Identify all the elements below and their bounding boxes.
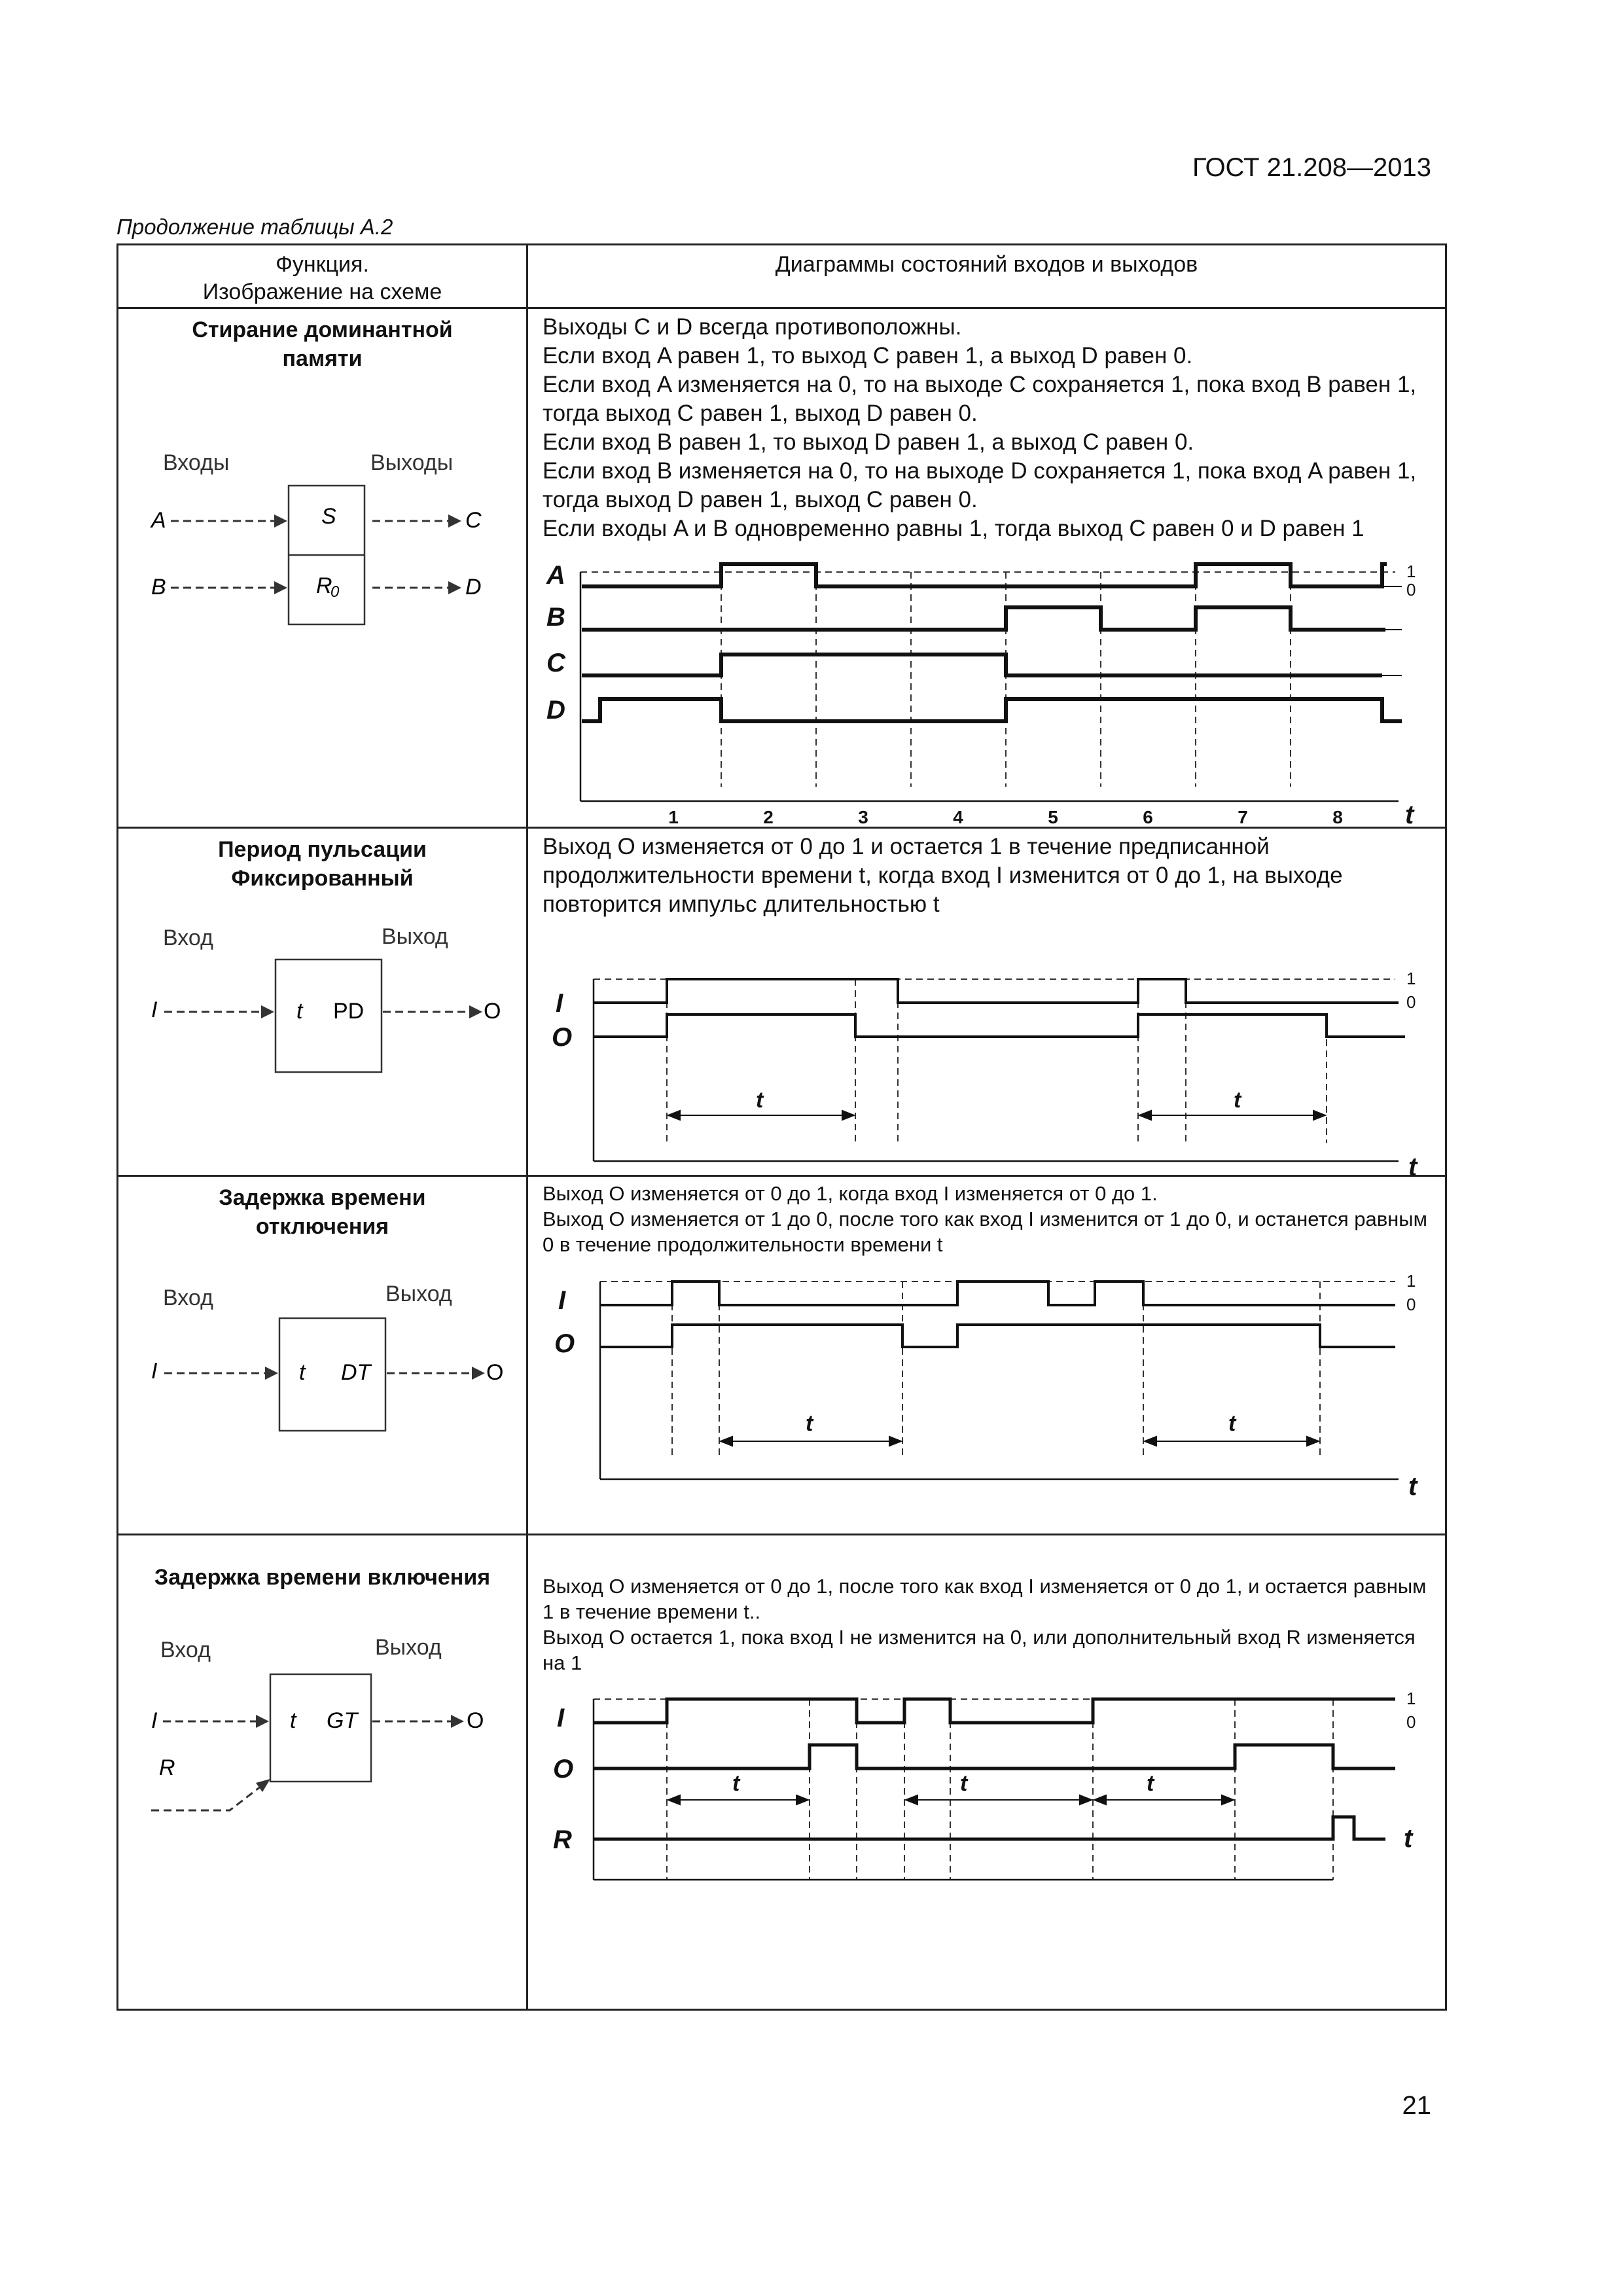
- svg-text:O: O: [554, 1329, 575, 1358]
- on-delay-symbol: [118, 1621, 524, 1837]
- svg-text:5: 5: [1048, 807, 1058, 827]
- svg-text:t: t: [960, 1771, 968, 1796]
- function-cell: [118, 828, 527, 1176]
- column-header-function: Функция. Изображение на схеме: [118, 245, 527, 308]
- function-name: Стирание доминантной памяти: [192, 317, 453, 371]
- diagram-cell: [527, 308, 1446, 828]
- svg-text:C: C: [465, 508, 482, 533]
- svg-text:1: 1: [1406, 1689, 1416, 1708]
- svg-text:1: 1: [1406, 969, 1416, 988]
- svg-text:I: I: [557, 1704, 565, 1732]
- svg-text:D: D: [546, 696, 565, 725]
- svg-text:1: 1: [1406, 1271, 1416, 1291]
- function-name: Задержка времени включения: [154, 1565, 491, 1590]
- svg-text:B: B: [546, 603, 565, 632]
- svg-text:Вход: Вход: [163, 1285, 213, 1310]
- dominant-reset-memory-symbol: [118, 440, 524, 636]
- timing-diagram-off-delay: [528, 1268, 1444, 1501]
- svg-text:R: R: [159, 1755, 175, 1780]
- table-row: [118, 1176, 1446, 1535]
- pulse-period-fixed-symbol: [118, 914, 524, 1110]
- svg-text:GT: GT: [327, 1708, 358, 1733]
- svg-text:A: A: [151, 508, 166, 533]
- svg-text:B: B: [151, 575, 166, 600]
- svg-text:I: I: [558, 1286, 566, 1315]
- svg-text:O: O: [552, 1023, 573, 1052]
- svg-text:Выход: Выход: [382, 924, 448, 949]
- svg-text:Вход: Вход: [160, 1638, 211, 1662]
- svg-text:O: O: [486, 1360, 504, 1385]
- table-caption: Продолжение таблицы А.2: [116, 215, 393, 239]
- function-cell: [118, 1176, 527, 1535]
- function-description: Выход O изменяется от 0 до 1, после того как вход I изменяется от 0 до 1, и остается равным 1 в течение времени t.. Выход O остается 1, пока вход I не изменится на 0, или дополнительный вход R изменяется на 1: [543, 1575, 1427, 1674]
- diagram-cell: [527, 1535, 1446, 2010]
- svg-text:Выход: Выход: [385, 1282, 452, 1306]
- svg-text:8: 8: [1332, 807, 1343, 827]
- function-name: Задержка времени отключения: [219, 1185, 426, 1239]
- svg-text:1: 1: [668, 807, 679, 827]
- svg-text:t: t: [299, 1360, 306, 1385]
- svg-text:t: t: [732, 1771, 740, 1796]
- svg-text:t: t: [1408, 1153, 1418, 1181]
- function-name: Период пульсации Фиксированный: [218, 837, 427, 891]
- svg-text:t: t: [756, 1088, 764, 1113]
- svg-text:R: R: [553, 1825, 572, 1854]
- svg-text:t: t: [806, 1411, 813, 1436]
- svg-text:t: t: [1228, 1411, 1236, 1436]
- timing-diagram-dominant-reset: [528, 561, 1444, 829]
- svg-text:t: t: [1234, 1088, 1241, 1113]
- table-row: [118, 828, 1446, 1176]
- svg-text:Вход: Вход: [163, 925, 213, 950]
- column-header-diagrams: Диаграммы состояний входов и выходов: [527, 245, 1446, 308]
- svg-text:t: t: [1404, 1824, 1413, 1853]
- svg-text:t: t: [290, 1708, 296, 1733]
- svg-text:3: 3: [858, 807, 868, 827]
- svg-text:t: t: [1408, 1472, 1418, 1501]
- svg-text:0: 0: [1406, 1295, 1416, 1314]
- table-header-row: [118, 245, 1446, 308]
- svg-text:C: C: [546, 649, 565, 677]
- svg-text:Выход: Выход: [375, 1635, 442, 1660]
- svg-text:DT: DT: [341, 1360, 371, 1385]
- svg-text:I: I: [151, 997, 158, 1022]
- standard-number: ГОСТ 21.208—2013: [1192, 153, 1431, 182]
- timing-diagram-on-delay: [528, 1686, 1444, 1922]
- svg-text:t: t: [1405, 800, 1414, 829]
- svg-text:O: O: [553, 1755, 574, 1784]
- logic-functions-table: [116, 243, 1447, 2011]
- diagram-cell: [527, 1176, 1446, 1535]
- table-row: [118, 308, 1446, 828]
- svg-text:0: 0: [330, 583, 340, 601]
- svg-text:PD: PD: [333, 999, 365, 1024]
- svg-text:0: 0: [1406, 580, 1416, 600]
- svg-text:O: O: [467, 1708, 484, 1733]
- svg-text:A: A: [546, 561, 565, 590]
- off-delay-symbol: [118, 1262, 524, 1458]
- svg-text:7: 7: [1238, 807, 1248, 827]
- svg-text:I: I: [151, 1359, 158, 1384]
- svg-text:Выходы: Выходы: [370, 450, 454, 475]
- diagram-cell: [527, 828, 1446, 1181]
- svg-text:t: t: [1147, 1771, 1154, 1796]
- timing-diagram-pulse-period: [528, 969, 1444, 1181]
- function-cell: [118, 308, 527, 828]
- svg-text:4: 4: [953, 807, 963, 827]
- svg-text:0: 0: [1406, 992, 1416, 1012]
- page-number: 21: [1402, 2091, 1431, 2120]
- pulse-block: [276, 960, 382, 1072]
- function-description: Выход O изменяется от 0 до 1 и остается 1 в течение предписанной продолжительности времени t, когда вход I изменится от 0 до 1, на выходе повторится импульс длительностью t: [543, 834, 1343, 917]
- svg-text:2: 2: [763, 807, 774, 827]
- function-description: Выходы C и D всегда противоположны. Если вход A равен 1, то выход C равен 1, а выход D равен 0. Если вход A изменяется на 0, то на выходе C сохраняется 1, пока вход B равен 1, тогда выход C равен 1, выход D равен 0. Если вход B равен 1, то выход D равен 1, а выход C равен 0. Если вход B изменяется на 0, то на выходе D сохраняется 1, пока вход A равен 1, тогда выход D равен 1, выход C равен 0. Если входы A и B одновременно равны 1, тогда выход C равен 0 и D равен 1: [543, 314, 1417, 541]
- svg-text:D: D: [465, 575, 482, 600]
- svg-text:O: O: [484, 999, 501, 1024]
- svg-text:I: I: [556, 989, 563, 1018]
- svg-text:Входы: Входы: [163, 450, 230, 475]
- table-row: [118, 1535, 1446, 2010]
- svg-text:t: t: [296, 999, 303, 1024]
- svg-text:6: 6: [1143, 807, 1153, 827]
- svg-text:S: S: [321, 504, 336, 529]
- svg-text:I: I: [151, 1708, 158, 1733]
- svg-text:1: 1: [1406, 562, 1416, 581]
- svg-text:0: 0: [1406, 1712, 1416, 1732]
- function-cell: [118, 1535, 527, 2010]
- svg-text:R: R: [316, 573, 332, 598]
- function-description: Выход O изменяется от 0 до 1, когда вход I изменяется от 0 до 1. Выход O изменяется от 1 до 0, после того как вход I изменится от 1 до 0, и останется равным 0 в течение продолжительности времени t: [543, 1182, 1427, 1256]
